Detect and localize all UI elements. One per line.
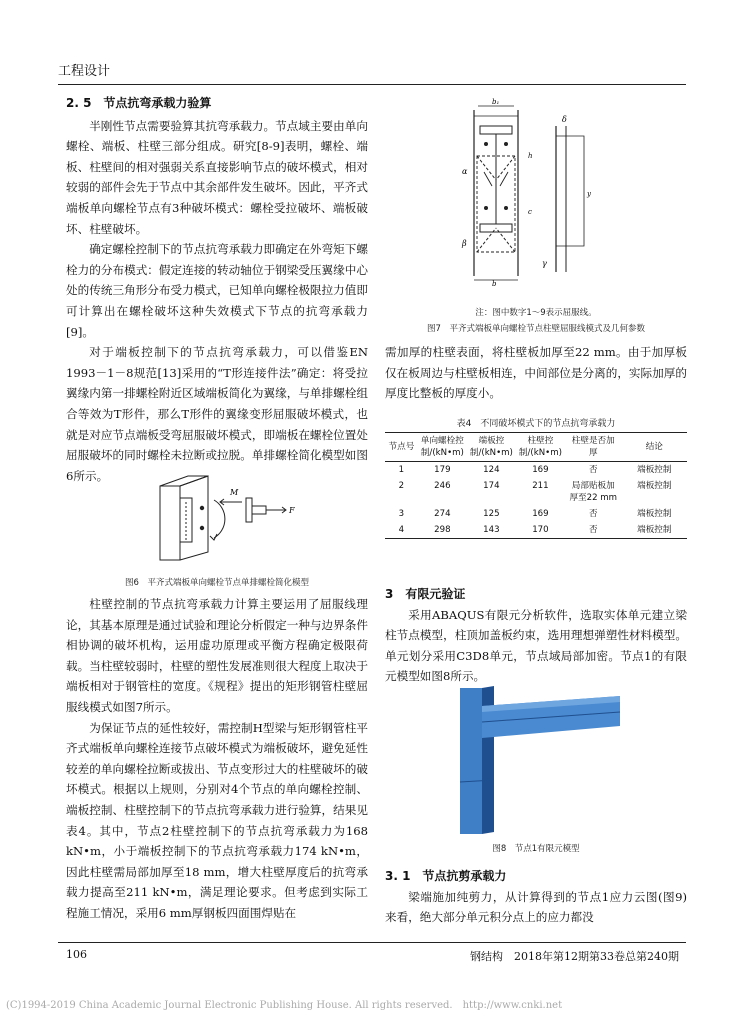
table-header: 端板控制/(kN•m): [467, 433, 516, 462]
table-cell: 169: [532, 465, 549, 475]
table-row: [385, 506, 687, 522]
table-cell: 4: [385, 522, 418, 539]
fig6-moment-label: M: [230, 488, 239, 497]
fig7-label-gamma: γ: [542, 259, 547, 268]
table-cell: 179: [434, 465, 451, 475]
running-header: 工程设计: [58, 64, 111, 79]
table-header: 柱壁是否加厚: [565, 433, 622, 462]
footer-rule: [58, 942, 686, 943]
table-row: [385, 522, 687, 539]
table-cell: 3: [398, 509, 405, 519]
page-number: 106: [66, 948, 87, 961]
table-cell: 125: [483, 509, 500, 519]
table-header: 柱壁控制/(kN•m): [516, 433, 565, 462]
para-6: 需加厚的柱壁表面，将柱壁板加厚至22 mm。由于加厚板仅在板周边与柱壁板相连，中间部位是分离的，实际加厚的厚度比整板的厚度小。: [385, 345, 687, 401]
left-column: [66, 93, 368, 486]
fig7-label-b1: b₁: [492, 98, 500, 106]
header-rule: [58, 84, 686, 85]
right-column-bottom: [385, 866, 687, 928]
figure-7-caption: 图7 平齐式端板单向螺栓节点柱壁屈服线模式及几何参数: [427, 324, 645, 334]
fig6-force-label: F: [289, 506, 295, 515]
table-cell: 否: [588, 465, 598, 475]
figure-6-caption: 图6 平齐式端板单向螺栓节点单排螺栓简化模型: [125, 578, 309, 588]
section-2-5-title: 2. 5 节点抗弯承载力验算: [66, 96, 212, 110]
figure-8: [452, 686, 622, 836]
fig6-drawing: [150, 468, 300, 568]
fig8-drawing: [452, 686, 622, 836]
table-cell: 端板控制: [637, 509, 672, 519]
section-3-1-title: 3. 1 节点抗剪承载力: [385, 869, 507, 883]
fig7-label-delta: δ: [562, 115, 567, 124]
fig7-label-alpha: α: [462, 167, 468, 176]
fig7-drawing: [444, 96, 604, 290]
table-header: 单向螺栓控制/(kN•m): [418, 433, 467, 462]
table-cell: 1: [398, 465, 405, 475]
para-2: 确定螺栓控制下的节点抗弯承载力即确定在外弯矩下螺栓力的分布模式：假定连接的转动轴位于钢梁受压翼缘中心处的传统三角形分布受力模式，已知单向螺栓极限拉力值即可计算出在螺栓破坏这种失效模式下节点的抗弯承载力[9]。: [66, 242, 368, 339]
fig7-label-y: y: [587, 190, 591, 198]
para-1: 半刚性节点需要验算其抗弯承载力。节点域主要由单向螺栓、端板、柱壁三部分组成。研究[8-9]表明，螺栓、端板、柱壁间的相对强弱关系直接影响节点的破坏模式，相对较弱的部件会先于节点中其余部件发生破坏。因此，平齐式端板单向螺栓节点有3种破坏模式：螺栓受拉破坏、端板破坏、柱壁破坏。: [66, 118, 368, 236]
table-row: [385, 462, 687, 479]
table-cell: 274: [434, 509, 451, 519]
table-cell: 端板控制: [622, 522, 687, 539]
table-4-caption: 表4 不同破坏模式下的节点抗弯承载力: [456, 419, 616, 429]
table-header-row: [385, 433, 687, 462]
para-8: 梁端施加纯剪力，从计算得到的节点1应力云图(图9)来看，绝大部分单元积分点上的应力都没: [385, 889, 687, 925]
fig7-label-h: h: [528, 152, 533, 160]
section-3-title: 3 有限元验证: [385, 587, 466, 601]
para-3: 对于端板控制下的节点抗弯承载力，可以借鉴EN 1993－1－8规范[13]采用的“T形连接件法”确定：将受拉翼缘内第一排螺栓附近区域端板简化为翼缘，与单排螺栓组合等效为T形件，那么T形件的翼缘变形屈服破坏模式，也就是对应节点端板受弯屈服破坏模式，即端板在螺栓位置处屈服破坏的同时螺栓未拉断或拉脱。单排螺栓简化模型如图6所示。: [66, 345, 368, 483]
figure-6: [150, 468, 300, 568]
table-cell: 124: [483, 465, 500, 475]
journal-info: 钢结构 2018年第12期第33卷总第240期: [470, 950, 679, 963]
table-cell: 169: [532, 509, 549, 519]
para-4: 柱壁控制的节点抗弯承载力计算主要运用了屈服线理论，其基本原理是通过试验和理论分析假定一种与边界条件相协调的破坏机构，运用虚功原理或平衡方程确定极限荷载。当柱壁较弱时，柱壁的塑性发展准则很大程度上取决于端板相对于钢管柱的宽度。《规程》提出的矩形钢管柱壁屈服线模式如图7所示。: [66, 597, 368, 714]
fig7-label-c: c: [528, 208, 532, 216]
right-column-mid: [385, 584, 687, 687]
table-cell: 298: [418, 522, 467, 539]
right-column-top: [385, 342, 687, 404]
figure-8-caption: 图8 节点1有限元模型: [492, 844, 580, 854]
table-cell: 否: [588, 509, 598, 519]
table-cell: 211: [532, 481, 549, 491]
table-cell: 246: [434, 481, 451, 491]
table-header: 节点号: [385, 433, 418, 462]
figure-7: [444, 96, 604, 290]
para-7: 采用ABAQUS有限元分析软件，选取实体单元建立梁柱节点模型，柱顶加盖板约束，选用理想弹塑性材料模型。单元划分采用C3D8单元，节点域局部加密。节点1的有限元模型如图8所示。: [385, 607, 687, 684]
table-cell: 170: [516, 522, 565, 539]
table-cell: 局部贴板加厚至22 mm: [569, 481, 618, 503]
fig7-label-beta: β: [462, 239, 467, 248]
table-row: [385, 478, 687, 506]
table-4: [385, 432, 687, 539]
para-5: 为保证节点的延性较好，需控制H型梁与矩形钢管柱平齐式端板单向螺栓连接节点破坏模式为端板破坏，避免延性较差的单向螺栓拉断或拔出、节点变形过大的柱壁破坏的破坏模式。根据以上规则，分别对4个节点的单向螺栓控制、端板控制、柱壁控制下的节点抗弯承载力进行验算，结果见表4。其中，节点2柱壁控制下的节点抗弯承载力为168 kN•m，小于端板控制下的节点抗弯承载力174 kN•m，因此柱壁需局部加厚至18 mm，增大柱壁厚度后的抗弯承载力提高至211 kN•m，满足理论要求。但考虑到实际工程施工情况，采用6 mm厚钢板四面围焊贴在: [66, 720, 368, 920]
left-column-lower: [66, 594, 368, 924]
fig7-label-b: b: [492, 280, 497, 288]
figure-7-note: 注：图中数字1～9表示屈服线。: [475, 308, 597, 318]
table-cell: 端板控制: [637, 481, 672, 491]
table-cell: 143: [467, 522, 516, 539]
table-cell: 端板控制: [637, 465, 672, 475]
table-cell: 2: [398, 481, 405, 491]
table-header: 结论: [622, 433, 687, 462]
table-cell: 174: [483, 481, 500, 491]
copyright-notice: (C)1994-2019 China Academic Journal Electronic Publishing House. All rights reserved. http://www.cnki.net: [6, 1000, 563, 1011]
table-cell: 否: [565, 522, 622, 539]
